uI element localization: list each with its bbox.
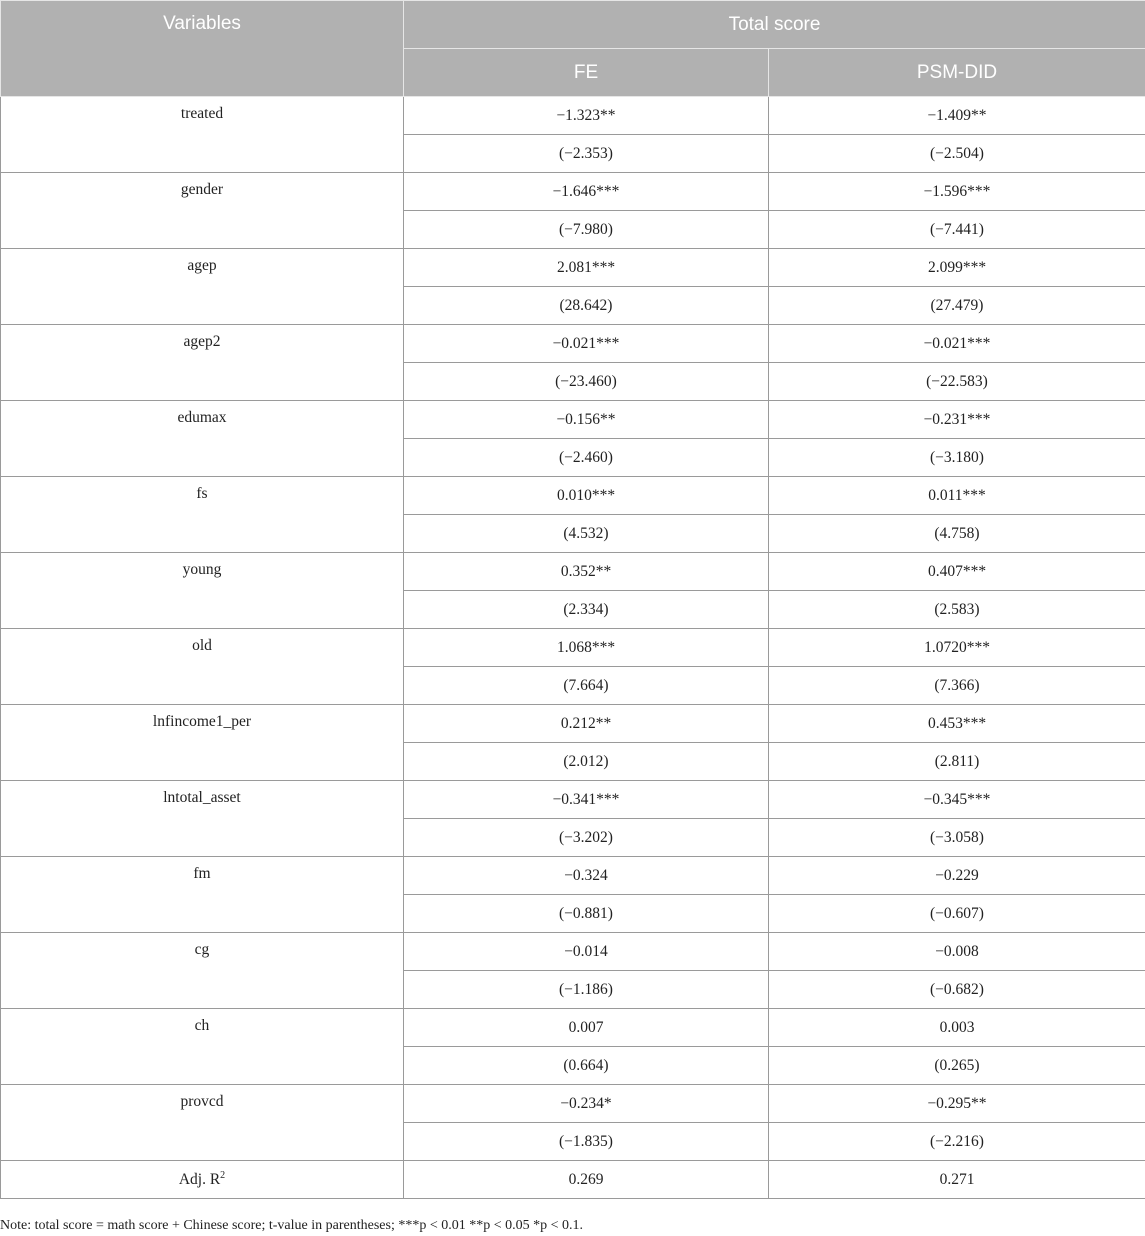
table-row [1, 781, 1145, 819]
psm-t-value: (−3.180) [769, 439, 1145, 477]
variable-name: cg [1, 933, 404, 1009]
adj-r2-superscript: 2 [220, 1169, 226, 1181]
psm-coefficient: 2.099*** [769, 249, 1145, 287]
fe-coefficient: 0.007 [404, 1009, 769, 1047]
table-note: Note: total score = math score + Chinese score; t-value in parentheses; ***p < 0.01 **p < 0.05 *p < 0.1. [0, 1218, 584, 1233]
psm-t-value: (−0.607) [769, 895, 1145, 933]
adj-r2-fe: 0.269 [404, 1161, 769, 1199]
psm-coefficient: −0.345*** [769, 781, 1145, 819]
table-row [1, 325, 1145, 363]
fe-t-value: (2.334) [404, 591, 769, 629]
psm-coefficient: 0.011*** [769, 477, 1145, 515]
psm-coefficient: −0.229 [769, 857, 1145, 895]
fe-coefficient: −0.021*** [404, 325, 769, 363]
table-row [1, 249, 1145, 287]
fe-coefficient: −0.324 [404, 857, 769, 895]
fe-coefficient: −1.646*** [404, 173, 769, 211]
variable-name: young [1, 553, 404, 629]
adj-r2-row [1, 1161, 1145, 1199]
fe-t-value: (2.012) [404, 743, 769, 781]
psm-t-value: (2.583) [769, 591, 1145, 629]
table-row [1, 477, 1145, 515]
variable-name: fs [1, 477, 404, 553]
fe-coefficient: −1.323** [404, 97, 769, 135]
psm-t-value: (2.811) [769, 743, 1145, 781]
variable-name: treated [1, 97, 404, 173]
header-fe: FE [404, 49, 769, 97]
table-row [1, 705, 1145, 743]
fe-t-value: (−0.881) [404, 895, 769, 933]
fe-coefficient: −0.341*** [404, 781, 769, 819]
table-row [1, 629, 1145, 667]
fe-coefficient: −0.234* [404, 1085, 769, 1123]
table-row [1, 97, 1145, 135]
psm-coefficient: −0.231*** [769, 401, 1145, 439]
table-row [1, 1009, 1145, 1047]
fe-t-value: (0.664) [404, 1047, 769, 1085]
psm-coefficient: 1.0720*** [769, 629, 1145, 667]
fe-coefficient: 0.352** [404, 553, 769, 591]
variable-name: agep2 [1, 325, 404, 401]
variable-name: lntotal_asset [1, 781, 404, 857]
variable-name: edumax [1, 401, 404, 477]
psm-coefficient: 0.453*** [769, 705, 1145, 743]
fe-t-value: (−7.980) [404, 211, 769, 249]
psm-coefficient: 0.003 [769, 1009, 1145, 1047]
table-body [1, 97, 1145, 1199]
header-variables: Variables [1, 1, 404, 97]
header-total-score: Total score [404, 1, 1145, 49]
adj-r2-label [1, 1161, 404, 1199]
psm-t-value: (27.479) [769, 287, 1145, 325]
fe-t-value: (28.642) [404, 287, 769, 325]
fe-t-value: (−23.460) [404, 363, 769, 401]
psm-t-value: (4.758) [769, 515, 1145, 553]
table-row [1, 1085, 1145, 1123]
fe-coefficient: 0.212** [404, 705, 769, 743]
variable-name: provcd [1, 1085, 404, 1161]
fe-t-value: (−2.460) [404, 439, 769, 477]
variable-name: gender [1, 173, 404, 249]
fe-coefficient: −0.156** [404, 401, 769, 439]
fe-coefficient: 1.068*** [404, 629, 769, 667]
header-psm-did: PSM-DID [769, 49, 1145, 97]
psm-t-value: (−3.058) [769, 819, 1145, 857]
adj-r2-label-text: Adj. R [178, 1171, 221, 1189]
variable-name: lnfincome1_per [1, 705, 404, 781]
variable-name: old [1, 629, 404, 705]
fe-coefficient: 0.010*** [404, 477, 769, 515]
variable-name: agep [1, 249, 404, 325]
fe-coefficient: −0.014 [404, 933, 769, 971]
table-row [1, 173, 1145, 211]
header-row-top [1, 1, 1145, 49]
psm-coefficient: −0.021*** [769, 325, 1145, 363]
table-row [1, 401, 1145, 439]
psm-coefficient: −0.008 [769, 933, 1145, 971]
table-row [1, 553, 1145, 591]
fe-t-value: (7.664) [404, 667, 769, 705]
fe-t-value: (4.532) [404, 515, 769, 553]
psm-coefficient: −1.596*** [769, 173, 1145, 211]
psm-t-value: (−22.583) [769, 363, 1145, 401]
psm-t-value: (−2.216) [769, 1123, 1145, 1161]
psm-t-value: (−7.441) [769, 211, 1145, 249]
psm-t-value: (0.265) [769, 1047, 1145, 1085]
adj-r2-psm: 0.271 [769, 1161, 1145, 1199]
variable-name: ch [1, 1009, 404, 1085]
psm-coefficient: −1.409** [769, 97, 1145, 135]
fe-t-value: (−2.353) [404, 135, 769, 173]
fe-t-value: (−1.835) [404, 1123, 769, 1161]
fe-t-value: (−1.186) [404, 971, 769, 1009]
table-row [1, 857, 1145, 895]
psm-t-value: (−0.682) [769, 971, 1145, 1009]
psm-coefficient: −0.295** [769, 1085, 1145, 1123]
psm-t-value: (−2.504) [769, 135, 1145, 173]
table-row [1, 933, 1145, 971]
psm-t-value: (7.366) [769, 667, 1145, 705]
psm-coefficient: 0.407*** [769, 553, 1145, 591]
fe-coefficient: 2.081*** [404, 249, 769, 287]
variable-name: fm [1, 857, 404, 933]
fe-t-value: (−3.202) [404, 819, 769, 857]
